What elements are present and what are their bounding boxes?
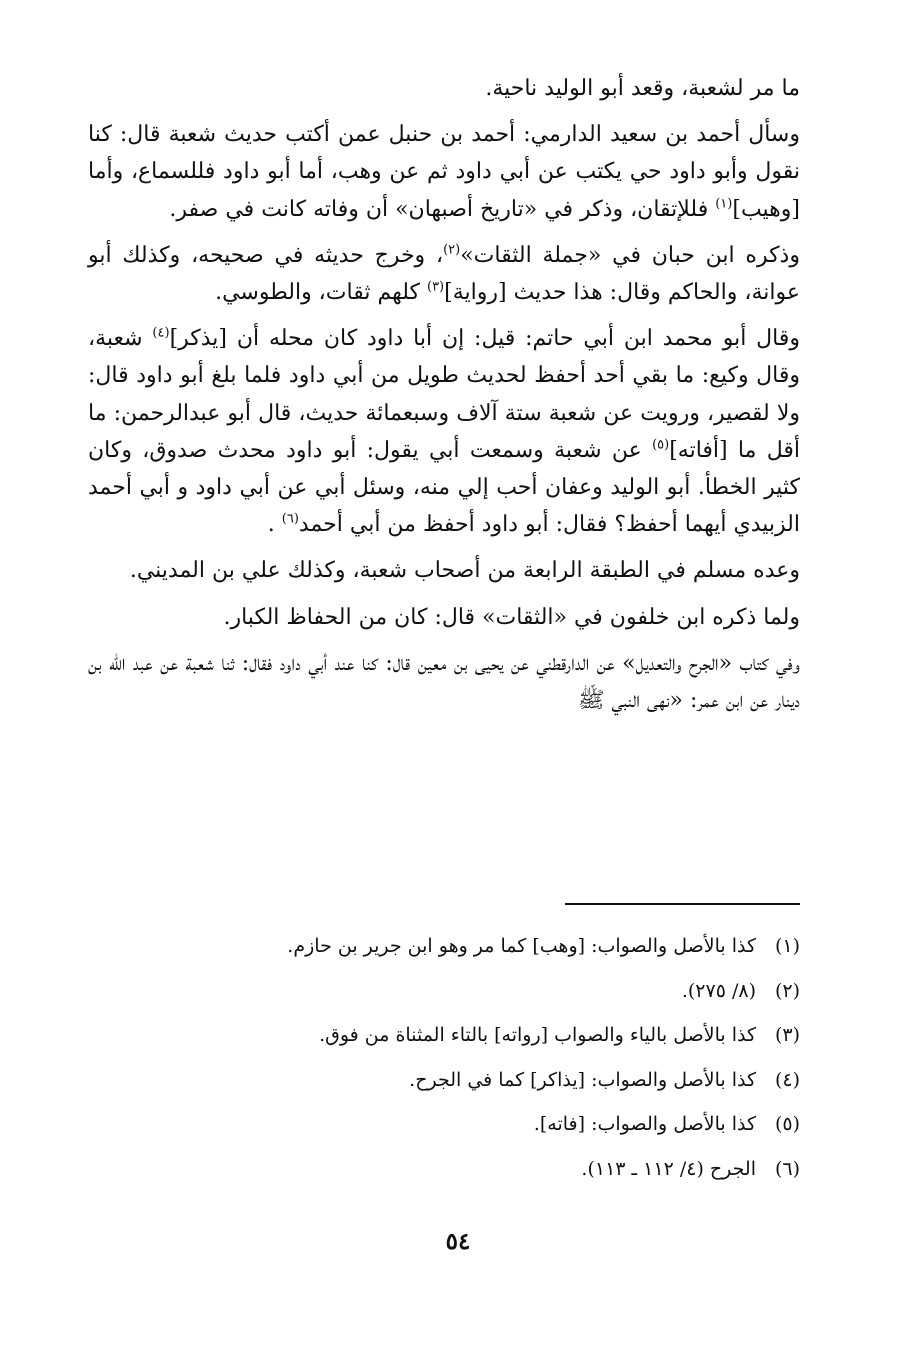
footnote-text: كذا بالأصل والصواب: [فاته]. <box>533 1113 756 1136</box>
body-paragraph <box>88 237 800 311</box>
footnote-divider <box>565 903 800 905</box>
footnote-text: كذا بالأصل والصواب: [وهب] كما مر وهو ابن جرير بن حازم. <box>287 935 756 957</box>
footnote-number: (٤) <box>774 1068 800 1091</box>
footnote-reference: (٢) <box>443 242 461 258</box>
footnote-number: (٦) <box>774 1157 800 1180</box>
paragraph-text: ، وخرج حديثه في صحيحه، وكذلك أبو عوانة، والحاكم وقال: هذا حديث [رواية] <box>88 242 800 306</box>
footnote-item <box>140 969 800 1014</box>
footnote-reference: (٤) <box>152 325 170 341</box>
footnote-item <box>140 1102 800 1147</box>
paragraph-text: وسأل أحمد بن سعيد الدارمي: أحمد بن حنبل عمن أكتب حديث شعبة قال: كنا نقول وأبو داود حي يكتب عن أبي داود ثم عن وهب، أما أبو داود فللسماع، وأما [وهيب] <box>88 122 800 222</box>
footnote-text: كذا بالأصل بالياء والصواب [رواته] بالتاء المثناة من فوق. <box>319 1024 756 1047</box>
paragraph-text: وذكره ابن حبان في «جملة الثقات» <box>460 242 800 268</box>
paragraph-text: شعبة، وقال وكيع: ما بقي أحد أحفظ لحديث طويل من أبي داود فلما بلغ أبو داود قال: ولا لقصير، ورويت عن شعبة ستة آلاف وسبعمائة حديث، قال أبو عبدالرحمن: ما أقل ما [أفاته] <box>88 326 800 463</box>
paragraph-text: ما مر لشعبة، وقعد أبو الوليد ناحية. <box>485 76 800 101</box>
paragraph-text: وفي كتاب «الجرح والتعديل» عن الدارقطني عن يحيى بن معين قال: كنا عند أبي داود فقال: ثنا شعبة عن عبد الله بن دينار عن ابن عمر: «نهى النبي ﷺ <box>88 650 800 714</box>
footnote-item <box>140 1058 800 1103</box>
body-paragraph <box>88 552 800 589</box>
paragraph-text: فللإتقان، وذكر في «تاريخ أصبهان» أن وفاته كانت في صفر. <box>169 196 716 222</box>
footnote-reference: (٥) <box>652 437 670 453</box>
paragraph-text: عن شعبة وسمعت أبي يقول: أبو داود محدث صدوق، وكان كثير الخطأ. أبو الوليد وعفان أحب إلي منه، وسئل أبي عن أبي داود و أبي أحمد الزبيدي أيهما أحفظ؟ فقال: أبو داود أحفظ من أبي أحمد <box>88 437 800 538</box>
footnote-text: الجرح (٤/ ١١٢ ـ ١١٣). <box>581 1157 756 1180</box>
page-number: ٥٤ <box>445 1228 471 1255</box>
body-paragraph <box>88 645 800 719</box>
body-paragraph <box>88 116 800 228</box>
footnotes <box>140 924 800 1192</box>
footnote-text: (٨/ ٢٧٥). <box>681 979 756 1002</box>
footnote-text: كذا بالأصل والصواب: [يذاكر] كما في الجرح. <box>409 1068 756 1091</box>
main-text <box>88 70 800 719</box>
footnote-number: (٥) <box>774 1113 800 1136</box>
body-paragraph <box>88 320 800 543</box>
paragraph-text: وعده مسلم في الطبقة الرابعة من أصحاب شعبة، وكذلك علي بن المديني. <box>129 558 800 584</box>
footnote-item <box>140 1013 800 1058</box>
paragraph-text: ولما ذكره ابن خلفون في «الثقات» قال: كان من الحفاظ الكبار. <box>223 604 800 630</box>
footnote-number: (٢) <box>774 979 800 1002</box>
footnote-item <box>140 1147 800 1192</box>
paragraph-text: . <box>267 512 282 538</box>
body-paragraph <box>88 70 800 107</box>
body-paragraph <box>88 599 800 636</box>
footnote-reference: (٣) <box>426 279 445 295</box>
paragraph-text: وقال أبو محمد ابن أبي حاتم: قيل: إن أبا داود كان محله أن [يذكر] <box>169 326 800 352</box>
footnote-reference: (١) <box>715 196 733 212</box>
footnote-reference: (٦) <box>281 511 299 527</box>
footnote-number: (١) <box>774 935 800 957</box>
footnote-item <box>140 924 800 969</box>
paragraph-text: كلهم ثقات، والطوسي. <box>215 280 427 306</box>
footnote-number: (٣) <box>774 1024 800 1047</box>
